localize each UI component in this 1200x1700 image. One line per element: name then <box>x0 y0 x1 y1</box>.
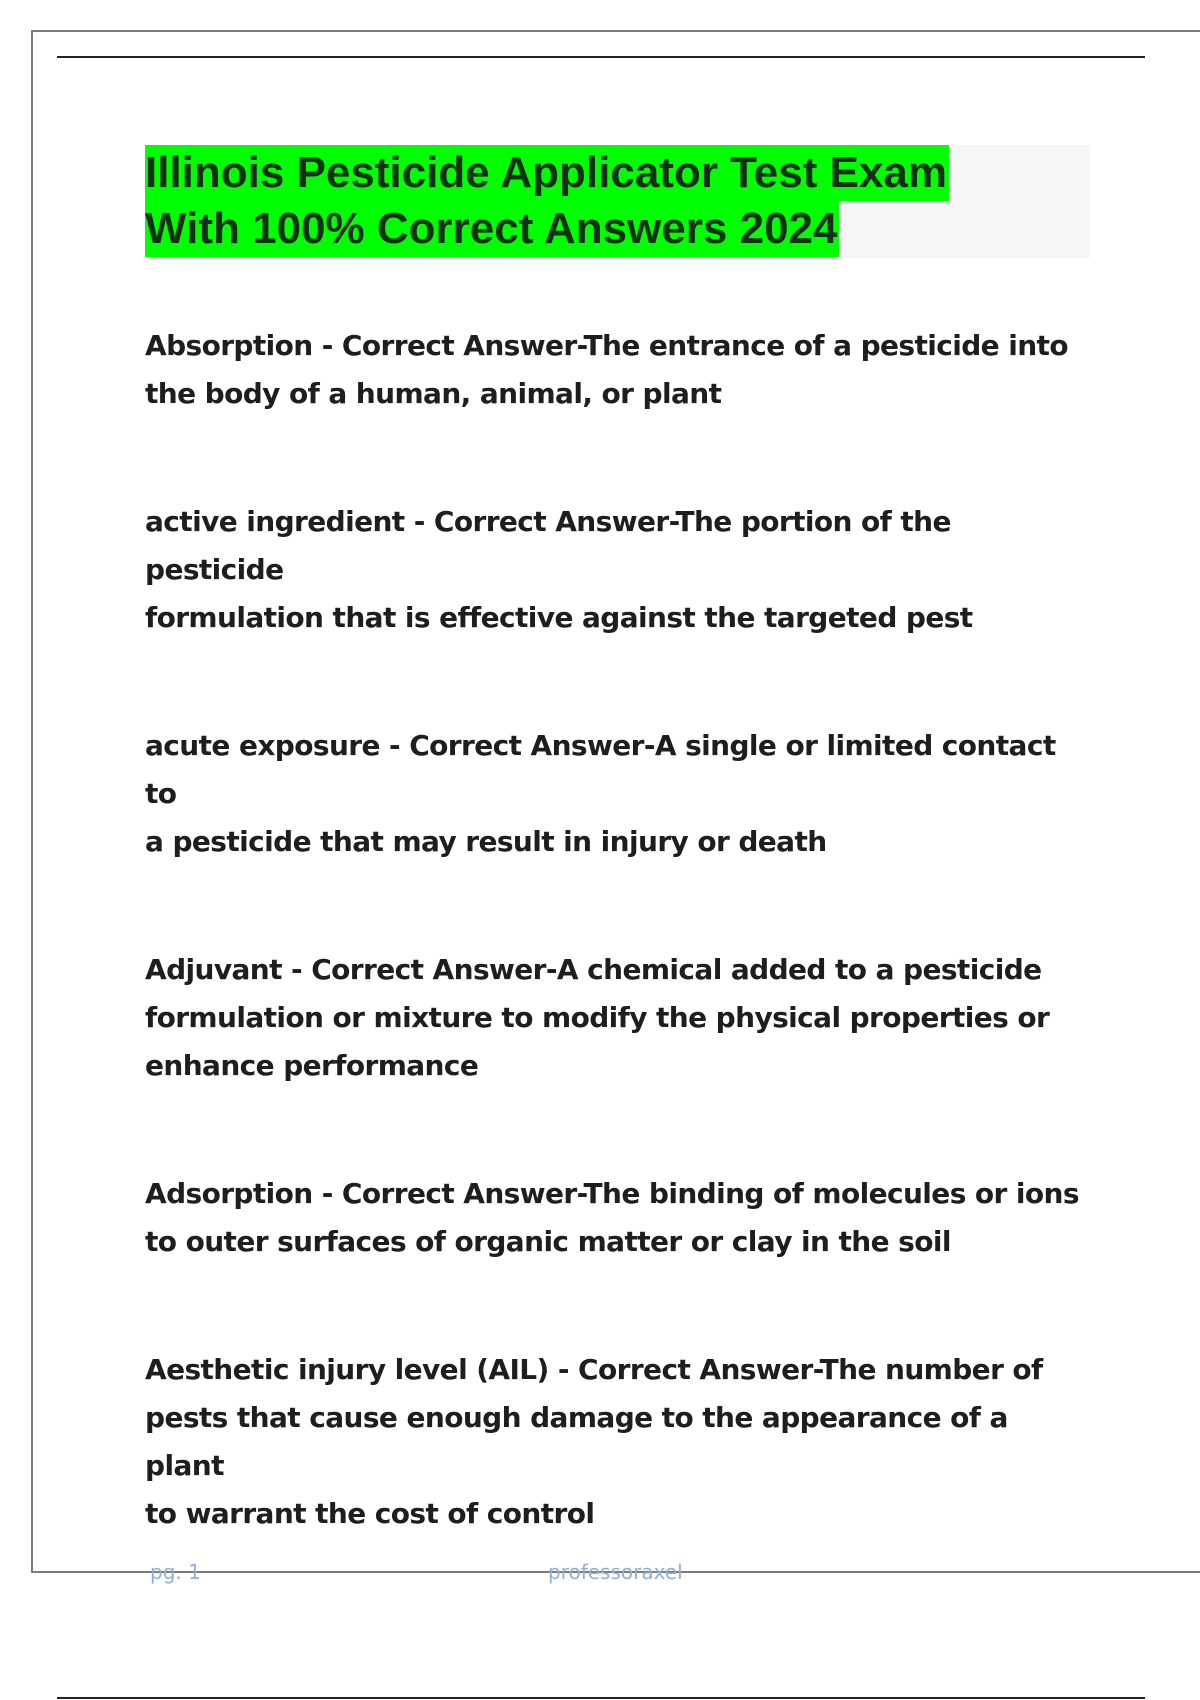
entry-line: a pesticide that may result in injury or death <box>145 825 827 858</box>
entry-line: to warrant the cost of control <box>145 1497 595 1530</box>
entry-line: active ingredient - Correct Answer-The portion of the pesticide <box>145 505 951 586</box>
definition-entry-acute-exposure <box>145 722 1095 866</box>
footer-rule <box>57 1697 1145 1699</box>
entry-line: Adjuvant - Correct Answer-A chemical added to a pesticide <box>145 953 1042 986</box>
entry-line: formulation that is effective against the targeted pest <box>145 601 973 634</box>
title-block <box>145 145 1090 258</box>
definition-entry-active-ingredient <box>145 498 1095 642</box>
definition-entry-aesthetic-injury-level <box>145 1346 1095 1538</box>
entry-line: the body of a human, animal, or plant <box>145 377 722 410</box>
entry-line: formulation or mixture to modify the physical properties or <box>145 1001 1050 1034</box>
entry-line: acute exposure - Correct Answer-A single or limited contact to <box>145 729 1056 810</box>
entry-line: Adsorption - Correct Answer-The binding of molecules or ions <box>145 1177 1079 1210</box>
entry-line: pests that cause enough damage to the appearance of a plant <box>145 1401 1008 1482</box>
page-title-line-1: Illinois Pesticide Applicator Test Exam <box>145 145 949 201</box>
definition-list <box>145 322 1095 1538</box>
definition-entry-adsorption <box>145 1170 1095 1266</box>
entry-line: Absorption - Correct Answer-The entrance of a pesticide into <box>145 329 1068 362</box>
footer-author: professoraxel <box>548 1560 683 1584</box>
entry-line: to outer surfaces of organic matter or clay in the soil <box>145 1225 951 1258</box>
page-title-line-2: With 100% Correct Answers 2024 <box>145 201 839 257</box>
header-rule <box>57 56 1145 58</box>
definition-entry-absorption <box>145 322 1095 418</box>
entry-line: Aesthetic injury level (AIL) - Correct Answer-The number of <box>145 1353 1043 1386</box>
footer-page-number: pg. 1 <box>150 1560 201 1584</box>
entry-line: enhance performance <box>145 1049 479 1082</box>
definition-entry-adjuvant <box>145 946 1095 1090</box>
